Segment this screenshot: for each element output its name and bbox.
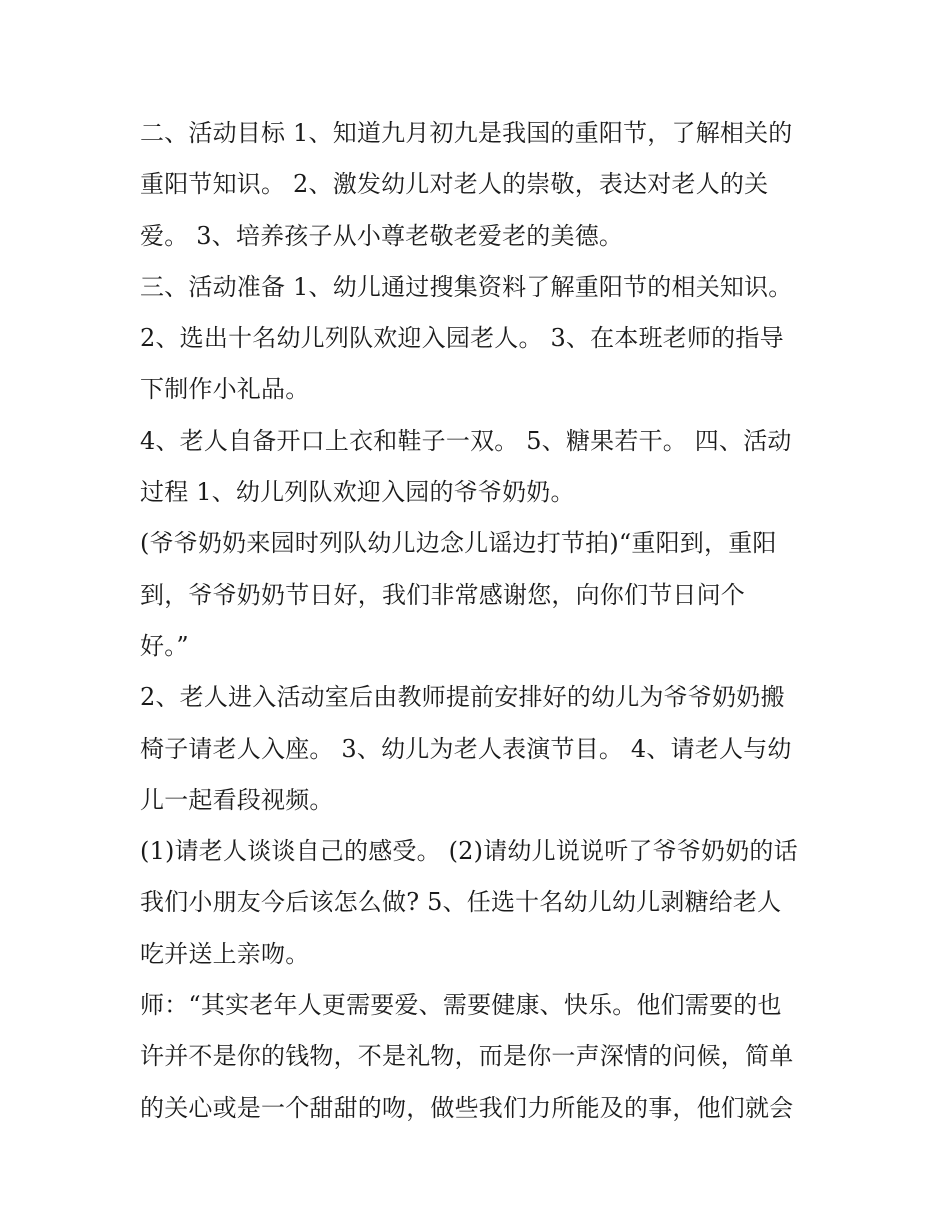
text-line: 儿一起看段视频。 — [140, 785, 334, 814]
text-line: 4、老人自备开口上衣和鞋子一双。 5、糖果若干。 四、活动 — [140, 426, 792, 455]
text-line: 好。” — [140, 631, 189, 660]
text-line: 我们小朋友今后该怎么做? 5、任选十名幼儿幼儿剥糖给老人 — [140, 888, 782, 917]
text-line: 许并不是你的钱物，不是礼物，而是你一声深情的问候，简单 — [140, 1042, 794, 1071]
text-line: 重阳节知识。 2、激发幼儿对老人的崇敬，表达对老人的关 — [140, 170, 769, 199]
text-line: 椅子请老人入座。 3、幼儿为老人表演节目。 4、请老人与幼 — [140, 734, 792, 763]
text-line: 到，爷爷奶奶节日好，我们非常感谢您，向你们节日问个 — [140, 580, 745, 609]
text-line: 2、选出十名幼儿列队欢迎入园老人。 3、在本班老师的指导 — [140, 324, 784, 353]
text-line: 下制作小礼品。 — [140, 375, 310, 404]
text-line: (爷爷奶奶来园时列队幼儿边念儿谣边打节拍)“重阳到，重阳 — [140, 529, 777, 558]
text-line: 三、活动准备 1、幼儿通过搜集资料了解重阳节的相关知识。 — [140, 272, 793, 301]
document-body — [140, 108, 820, 1134]
text-line: 的关心或是一个甜甜的吻，做些我们力所能及的事，他们就会 — [140, 1093, 794, 1122]
text-line: 2、老人进入活动室后由教师提前安排好的幼儿为爷爷奶奶搬 — [140, 683, 785, 712]
text-line: 吃并送上亲吻。 — [140, 939, 310, 968]
text-line: (1)请老人谈谈自己的感受。 (2)请幼儿说说听了爷爷奶奶的话 — [140, 837, 798, 866]
text-line: 爱。 3、培养孩子从小尊老敬老爱老的美德。 — [140, 221, 624, 250]
text-line: 师：“其实老年人更需要爱、需要健康、快乐。他们需要的也 — [140, 991, 782, 1020]
text-line: 二、活动目标 1、知道九月初九是我国的重阳节，了解相关的 — [140, 119, 793, 147]
text-line: 过程 1、幼儿列队欢迎入园的爷爷奶奶。 — [140, 478, 575, 507]
